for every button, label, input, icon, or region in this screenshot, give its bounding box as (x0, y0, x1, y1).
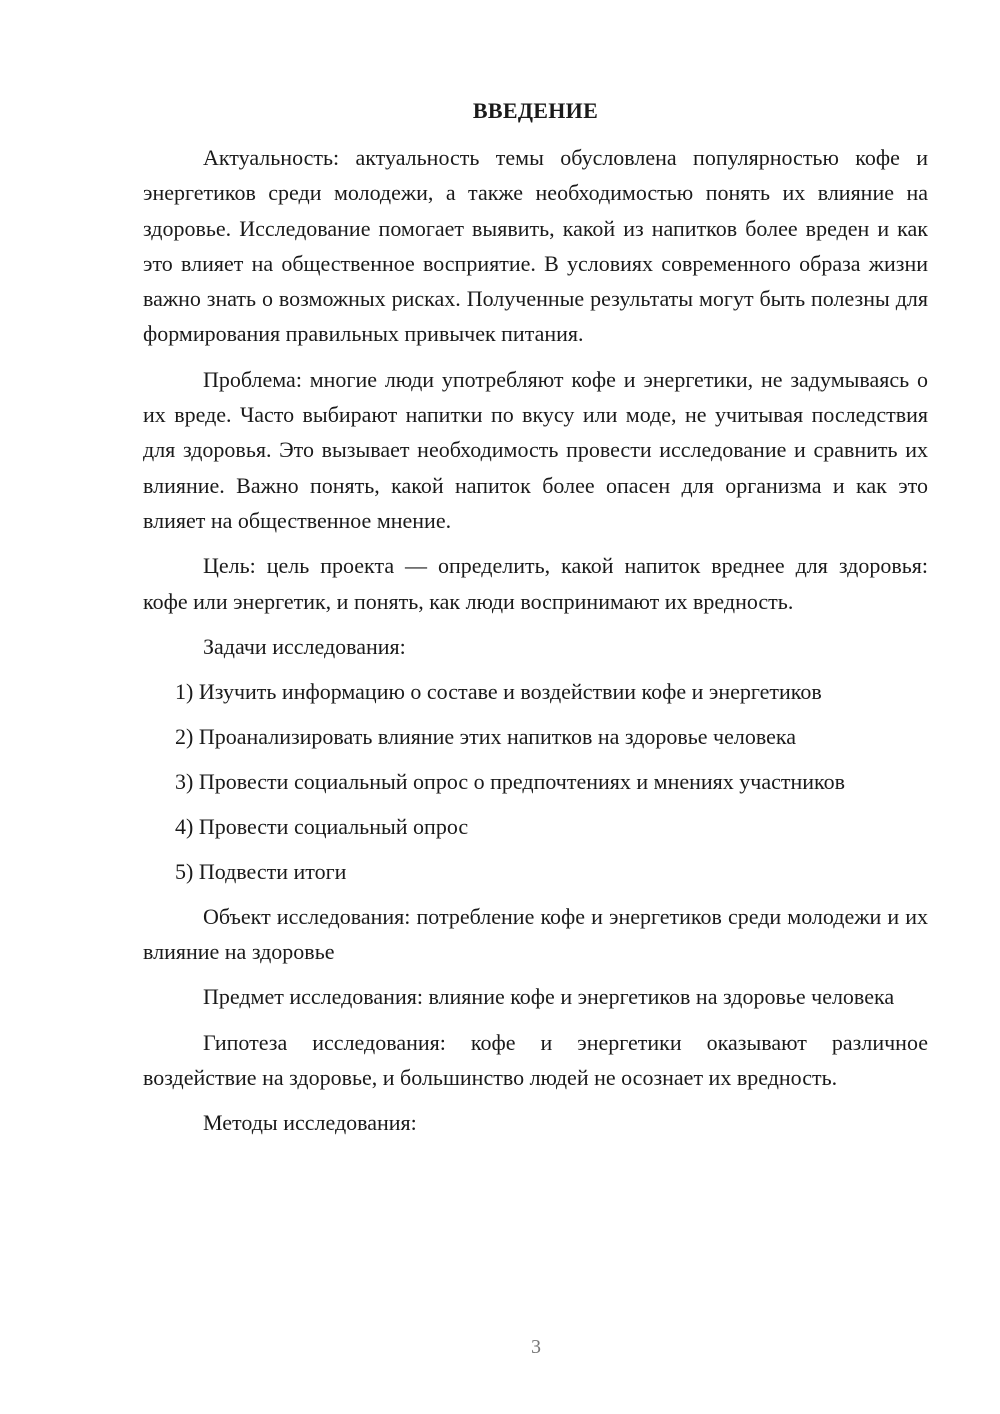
task-item-2: 2) Проанализировать влияние этих напитков на здоровье человека (175, 723, 797, 749)
page-content (143, 96, 928, 1141)
subject-paragraph: Предмет исследования: влияние кофе и энергетиков на здоровье человека (203, 984, 895, 1010)
section-heading: ВВЕДЕНИЕ (472, 98, 599, 123)
task-item-4: 4) Провести социальный опрос (175, 813, 469, 839)
tasks-title: Задачи исследования: (203, 633, 406, 659)
methods-paragraph: Методы исследования: (203, 1110, 417, 1136)
page-number: 3 (531, 1336, 541, 1358)
hypothesis-paragraph: Гипотеза исследования: кофе и энергетики оказывают различное воздействие на здоровье, и большинство людей не осознает их вредность. (143, 1029, 928, 1091)
task-item-5: 5) Подвести итоги (175, 858, 347, 884)
problem-paragraph: Проблема: многие люди употребляют кофе и энергетики, не задумываясь о их вреде. Часто выбирают напитки по вкусу или моде, не учитывая последствия для здоровья. Это вызывает необходимость провести исследование и сравнить их влияние. Важно понять, какой напиток более опасен для организма и как это влияет на общественное мнение. (143, 366, 928, 533)
relevance-paragraph: Актуальность: актуальность темы обусловлена популярностью кофе и энергетиков среди молодежи, а также необходимостью понять их влияние на здоровье. Исследование помогает выявить, какой из напитков более вреден и как это влияет на общественное восприятие. В условиях современного образа жизни важно знать о возможных рисках. Полученные результаты могут быть полезны для формирования правильных привычек питания. (143, 145, 928, 347)
goal-paragraph: Цель: цель проекта — определить, какой напиток вреднее для здоровья: кофе или энергетик, и понять, как люди воспринимают их вредность. (143, 553, 928, 614)
object-paragraph: Объект исследования: потребление кофе и энергетиков среди молодежи и их влияние на здоровье (143, 903, 928, 965)
task-item-1: 1) Изучить информацию о составе и воздействии кофе и энергетиков (175, 678, 822, 704)
task-list (143, 674, 928, 889)
task-item-3: 3) Провести социальный опрос о предпочтениях и мнениях участников (175, 768, 846, 794)
